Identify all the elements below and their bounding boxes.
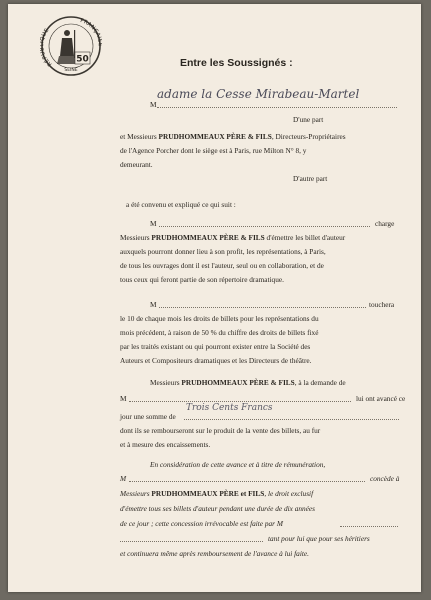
clause3-line4: dont ils se rembourseront sur le produit de la vente des billets, au fur xyxy=(120,426,321,435)
clause1-line3: auxquels pourront donner lieu à son profit, les représentations, à Paris, xyxy=(120,247,326,256)
party2-line3: demeurant. xyxy=(120,160,153,169)
stamp-right-text: FRANÇAI xyxy=(79,18,102,40)
clause2-prefix: M xyxy=(150,300,157,309)
stamp-bottom-text: SEINE xyxy=(64,68,78,73)
svg-text:FRANÇAISE xyxy=(79,18,102,47)
clause3-line5: et à mesure des encaissements. xyxy=(120,440,211,449)
stamp-value: 50 xyxy=(76,54,89,65)
clause2-line5: Auteurs et Compositeurs dramatiques et les Directeurs de théâtre. xyxy=(120,356,312,365)
clause4-dotted-line xyxy=(129,481,365,482)
party1-prefix: M xyxy=(150,100,157,109)
clause3-line1: Messieurs PRUDHOMMEAUX PÈRE & FILS, à la demande de xyxy=(150,378,346,387)
clause1-line2: Messieurs PRUDHOMMEAUX PÈRE & FILS d'émettre les billet d'auteur xyxy=(120,233,346,242)
party2-end: D'autre part xyxy=(293,174,328,183)
party1-end: D'une part xyxy=(293,115,324,124)
svg-text:RÉPUBLIQUE xyxy=(40,27,53,67)
clause4-line7: et continuera même après remboursement de l'avance à lui faite. xyxy=(120,549,309,558)
seal-icon xyxy=(40,14,102,78)
clause3-handwritten-amount: Trois Cents Francs xyxy=(186,403,273,413)
party1-dotted-line xyxy=(157,107,397,108)
clause1-prefix: M xyxy=(150,219,157,228)
clause4-dotted-line-3 xyxy=(120,541,263,542)
clause4-dotted-line-2 xyxy=(340,526,398,527)
clause1-line5: tous ceux qui feront partie de son répertoire dramatique. xyxy=(120,275,284,284)
clause1-line4: de tous les ouvrages dont il est l'auteur, seul ou en collaboration, et de xyxy=(120,261,324,270)
clause3-prefix: M xyxy=(120,394,127,403)
party1-handwritten-name: adame la Cesse Mirabeau-Martel xyxy=(157,87,360,101)
party2-line2: de l'Agence Porcher dont le siège est à Paris, rue Milton N° 8, y xyxy=(120,146,307,155)
clause2-verb: touchera xyxy=(369,300,395,309)
tax-stamp xyxy=(40,14,102,78)
clause1-dotted-line xyxy=(159,226,370,227)
clause1-verb: charge xyxy=(375,219,395,228)
stamp-left-text: RÉPU QUE xyxy=(40,27,54,67)
clause4-line3: Messieurs PRUDHOMMEAUX PÈRE et FILS, le droit exclusif xyxy=(120,489,314,498)
clause4-prefix: M xyxy=(120,474,127,483)
clause3-amount-dotted-line xyxy=(184,419,399,420)
clause2-dotted-line xyxy=(159,307,366,308)
agreement-intro: a été convenu et expliqué ce qui suit : xyxy=(126,200,236,209)
document-page xyxy=(8,4,421,592)
clause4-line4: d'émettre tous ses billets d'auteur pendant une durée de dix années xyxy=(120,504,315,513)
party2-line1: et Messieurs PRUDHOMMEAUX PÈRE & FILS, Directeurs-Propriétaires xyxy=(120,132,346,141)
clause4-line1: En considération de cette avance et à titre de rémunération, xyxy=(150,460,326,469)
clause3-dotted-line xyxy=(129,401,351,402)
clause3-line2-post: lui ont avancé ce xyxy=(356,394,406,403)
document-title: Entre les Soussignés : xyxy=(180,57,293,69)
clause2-line4: par les traités existant ou qui pourront exister entre la Société des xyxy=(120,342,311,351)
clause2-line3: mois précédent, à raison de 50 % du chiffre des droits de billets fixé xyxy=(120,328,319,337)
clause3-line3-pre: jour une somme de xyxy=(120,412,176,421)
clause4-line2-post: concède à xyxy=(370,474,400,483)
clause2-line2: le 10 de chaque mois les droits de billets pour les représentations du xyxy=(120,314,319,323)
clause4-line6: tant pour lui que pour ses héritiers xyxy=(268,534,370,543)
clause4-line5: de ce jour ; cette concession irrévocable est faite par M xyxy=(120,519,283,528)
